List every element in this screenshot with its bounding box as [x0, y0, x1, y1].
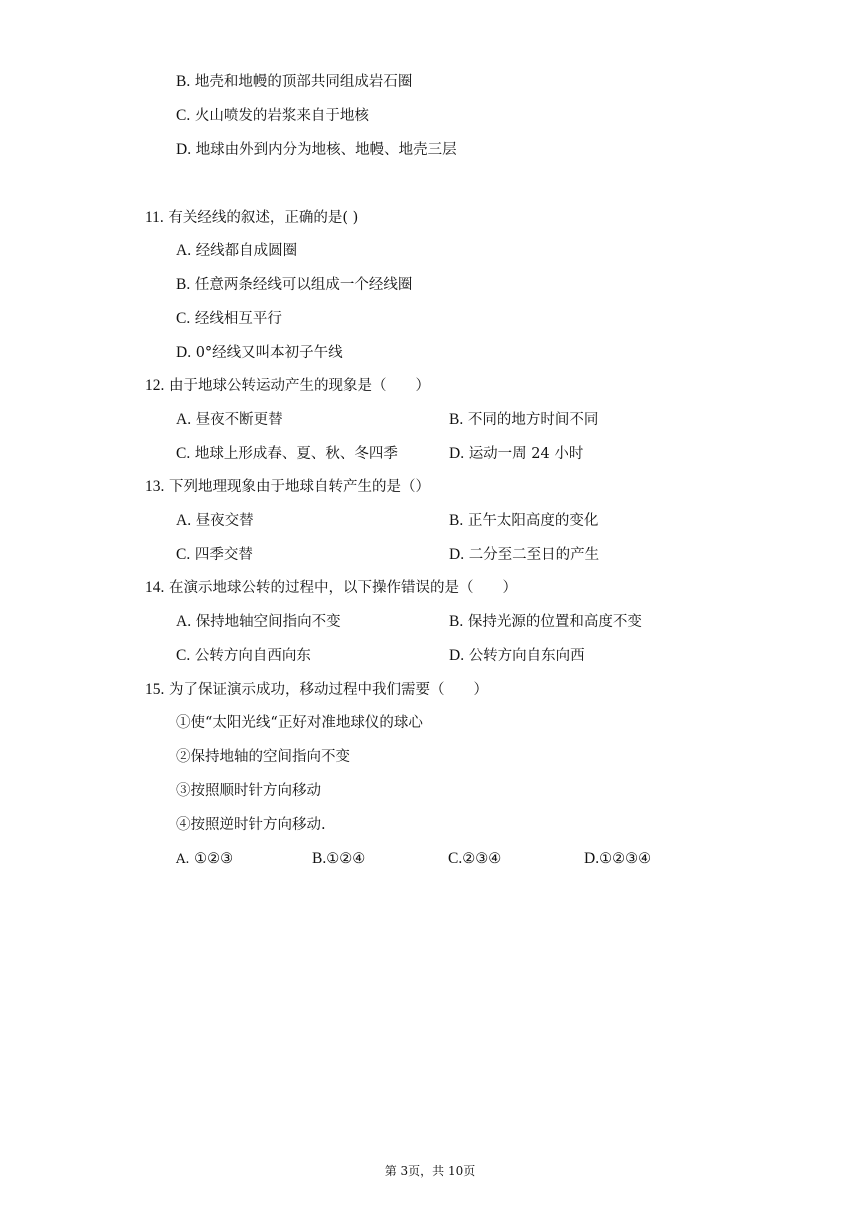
option-text: 正午太阳高度的变化 [467, 513, 599, 529]
question-text: 为了保证演示成功，移动过程中我们需要（ ） [168, 682, 488, 698]
option-letter: D. [176, 141, 192, 158]
q14-option-c [176, 646, 311, 666]
prev-option-b [176, 72, 412, 92]
option-letter: C. [176, 647, 191, 664]
q11-option-a [176, 241, 297, 261]
option-text: 经线都自成圆圈 [195, 243, 298, 259]
option-letter: D. [449, 445, 465, 462]
q15-statement-4: ④按照逆时针方向移动. [176, 817, 326, 833]
q12-option-b [449, 410, 598, 430]
option-letter: B. [449, 411, 464, 428]
option-letter: A. [176, 411, 192, 428]
q14-option-b [449, 612, 642, 632]
question-number: 13. [145, 478, 165, 495]
prev-option-c [176, 106, 369, 126]
q15-option-a [176, 849, 233, 870]
option-text: 地球由外到内分为地核、地幔、地壳三层 [195, 142, 457, 158]
q11-option-b [176, 275, 412, 295]
q15-option-c [448, 849, 501, 869]
option-letter: A. [176, 242, 192, 259]
option-letter: A. [176, 613, 192, 630]
q15-option-b [312, 849, 365, 869]
q13-option-a [176, 511, 254, 531]
question-text: 在演示地球公转的过程中，以下操作错误的是（ ） [168, 580, 517, 596]
question-number: 14. [145, 579, 165, 596]
option-letter: B. [312, 850, 327, 867]
question-11-stem [145, 208, 358, 228]
q15-statement-2: ②保持地轴的空间指向不变 [176, 749, 350, 765]
option-text: 经线相互平行 [194, 311, 282, 327]
question-14-stem [145, 578, 517, 598]
option-text: ①②③ [194, 851, 234, 867]
option-letter: C. [176, 310, 191, 327]
q15-statement-3: ③按照顺时针方向移动 [176, 783, 321, 799]
option-letter: D. [449, 546, 465, 563]
option-text: 昼夜交替 [195, 513, 254, 529]
option-letter: D. [449, 647, 465, 664]
question-text: 由于地球公转运动产生的现象是（ ） [168, 378, 430, 394]
option-text: 不同的地方时间不同 [467, 412, 599, 428]
q11-option-d [176, 343, 343, 363]
question-text: 下列地理现象由于地球自转产生的是（） [168, 479, 430, 495]
option-text: 任意两条经线可以组成一个经线圈 [194, 277, 413, 293]
option-text: 公转方向自西向东 [194, 648, 311, 664]
option-letter: B. [176, 276, 191, 293]
option-text: ①②④ [326, 851, 366, 867]
q11-option-c [176, 309, 282, 329]
q12-option-d [449, 444, 583, 464]
option-letter: A. [176, 512, 192, 529]
option-letter: A. [176, 852, 190, 867]
q14-option-a [176, 612, 341, 632]
q12-option-a [176, 410, 283, 430]
option-text: 二分至二至日的产生 [468, 547, 600, 563]
q14-option-d [449, 646, 585, 666]
question-number: 12. [145, 377, 165, 394]
q15-statement-1: ①使“太阳光线“正好对准地球仪的球心 [176, 715, 423, 731]
option-text: 公转方向自东向西 [468, 648, 585, 664]
question-13-stem [145, 477, 430, 497]
question-text: 有关经线的叙述，正确的是( ) [168, 210, 359, 226]
option-letter: C. [176, 107, 191, 124]
question-number: 11. [145, 209, 164, 226]
option-text: 运动一周 24 小时 [468, 446, 584, 462]
option-text: 地球上形成春、夏、秋、冬四季 [194, 446, 398, 462]
option-letter: C. [176, 445, 191, 462]
option-text: 保持地轴空间指向不变 [195, 614, 341, 630]
option-text: 火山喷发的岩浆来自于地核 [194, 108, 369, 124]
q13-option-d [449, 545, 599, 565]
option-letter: B. [176, 73, 191, 90]
option-letter: B. [449, 512, 464, 529]
question-15-stem [145, 680, 488, 700]
question-12-stem [145, 376, 430, 396]
option-letter: C. [448, 850, 463, 867]
option-text: 地壳和地幔的顶部共同组成岩石圈 [194, 74, 413, 90]
option-letter: C. [176, 546, 191, 563]
prev-option-d [176, 140, 457, 160]
q12-option-c [176, 444, 398, 464]
option-text: 保持光源的位置和高度不变 [467, 614, 642, 630]
option-text: 四季交替 [194, 547, 253, 563]
option-letter: D. [584, 850, 600, 867]
option-text: 0°经线又叫本初子午线 [195, 345, 343, 361]
option-letter: B. [449, 613, 464, 630]
q13-option-c [176, 545, 253, 565]
q15-option-d [584, 849, 651, 869]
option-letter: D. [176, 344, 192, 361]
page-footer: 第 3页，共 10页 [384, 1164, 476, 1178]
question-number: 15. [145, 681, 165, 698]
option-text: ①②③④ [599, 851, 652, 867]
option-text: 昼夜不断更替 [195, 412, 283, 428]
q13-option-b [449, 511, 598, 531]
option-text: ②③④ [462, 851, 502, 867]
